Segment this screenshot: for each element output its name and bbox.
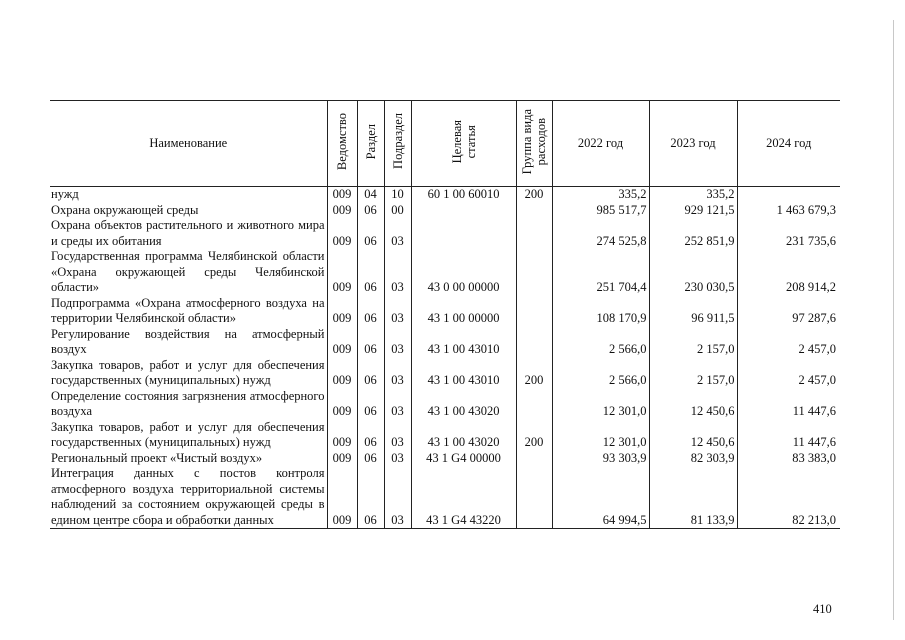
header-target [411,101,516,187]
table-row [50,466,840,529]
row-name-cell: Интеграция данных с постов контроля атмосферного воздуха территориальной системы наблюдений за состоянием окружающей среды в едином центре сбора и обработки данных [50,466,327,529]
row-2022-cell: 12 301,0 [552,420,649,451]
row-vedomstvo-cell: 009 [327,327,357,358]
row-group-cell [516,451,552,467]
row-group-cell [516,466,552,529]
row-vedomstvo-cell: 009 [327,296,357,327]
row-2024-cell: 83 383,0 [737,451,840,467]
row-podrazdel-cell: 00 [384,203,411,219]
row-2023-cell: 82 303,9 [649,451,737,467]
row-podrazdel-cell: 03 [384,296,411,327]
table-row [50,451,840,467]
row-podrazdel-cell: 03 [384,451,411,467]
row-group-cell [516,389,552,420]
row-podrazdel-cell: 03 [384,466,411,529]
row-razdel-cell: 04 [357,187,384,203]
row-2024-cell: 1 463 679,3 [737,203,840,219]
row-2022-cell: 64 994,5 [552,466,649,529]
row-2024-cell: 231 735,6 [737,218,840,249]
row-group-cell: 200 [516,420,552,451]
row-podrazdel-cell: 03 [384,218,411,249]
row-name-cell: Государственная программа Челябинской области «Охрана окружающей среды Челябинской области» [51,249,325,294]
row-razdel-cell: 06 [357,218,384,249]
row-2023-cell: 96 911,5 [649,296,737,327]
row-name-cell: Закупка товаров, работ и услуг для обеспечения государственных (муниципальных) нужд [51,357,325,387]
row-name-cell: Региональный проект «Чистый воздух» [51,450,263,465]
row-name-cell: Регулирование воздействия на атмосферный воздух [51,326,325,356]
header-podrazdel-label: Подраздел [390,113,405,170]
header-podrazdel [384,101,411,187]
header-group [516,101,552,187]
header-razdel-label: Раздел [363,123,378,159]
row-2024-cell [737,187,840,203]
table-row [50,358,840,389]
row-vedomstvo-cell: 009 [327,218,357,249]
row-vedomstvo-cell: 009 [327,451,357,467]
row-razdel-cell: 06 [357,203,384,219]
row-2023-cell: 12 450,6 [649,389,737,420]
row-name-cell: нужд [51,187,79,201]
row-2024-cell: 11 447,6 [737,420,840,451]
row-2022-cell: 12 301,0 [552,389,649,420]
row-razdel-cell: 06 [357,296,384,327]
row-group-cell [516,327,552,358]
row-2023-cell: 81 133,9 [649,466,737,529]
row-2024-cell: 2 457,0 [737,358,840,389]
header-vedomstvo [327,101,357,187]
row-name-cell: Охрана объектов растительного и животного мира и среды их обитания [51,218,325,248]
row-group-cell [516,203,552,219]
row-2022-cell: 274 525,8 [552,218,649,249]
row-razdel-cell: 06 [357,420,384,451]
row-target-cell: 43 0 00 00000 [411,249,516,296]
row-group-cell [516,218,552,249]
row-razdel-cell: 06 [357,466,384,529]
row-2022-cell: 335,2 [552,187,649,203]
row-2024-cell: 82 213,0 [737,466,840,529]
row-target-cell: 43 1 00 00000 [411,296,516,327]
row-name-cell: Подпрограмма «Охрана атмосферного воздуха на территории Челябинской области» [51,295,325,325]
row-target-cell: 43 1 00 43020 [411,420,516,451]
table-row [50,327,840,358]
row-target-cell [411,218,516,249]
row-razdel-cell: 06 [357,451,384,467]
row-razdel-cell: 06 [357,249,384,296]
row-target-cell: 43 1 00 43020 [411,389,516,420]
header-name: Наименование [50,101,327,187]
row-group-cell [516,296,552,327]
row-group-cell: 200 [516,187,552,203]
row-vedomstvo-cell: 009 [327,420,357,451]
row-target-cell: 43 1 00 43010 [411,327,516,358]
row-2024-cell: 97 287,6 [737,296,840,327]
row-2022-cell: 2 566,0 [552,358,649,389]
row-podrazdel-cell: 03 [384,327,411,358]
table-row [50,420,840,451]
row-vedomstvo-cell: 009 [327,249,357,296]
row-razdel-cell: 06 [357,389,384,420]
header-vedomstvo-label: Ведомство [335,112,349,170]
row-vedomstvo-cell: 009 [327,203,357,219]
table-row [50,296,840,327]
row-podrazdel-cell: 03 [384,249,411,296]
budget-table [50,100,840,529]
row-2024-cell: 11 447,6 [737,389,840,420]
header-target-label: Целевая статья [449,119,478,163]
row-target-cell: 60 1 00 60010 [411,187,516,203]
row-vedomstvo-cell: 009 [327,358,357,389]
table-row [50,203,840,219]
table-row [50,389,840,420]
row-2023-cell: 12 450,6 [649,420,737,451]
header-group-label: Группа вида расходов [520,108,548,174]
row-2024-cell: 208 914,2 [737,249,840,296]
header-2024: 2024 год [737,101,840,187]
row-podrazdel-cell: 03 [384,420,411,451]
row-target-cell: 43 1 00 43010 [411,358,516,389]
header-2022: 2022 год [552,101,649,187]
row-2023-cell: 230 030,5 [649,249,737,296]
row-target-cell: 43 1 G4 00000 [411,451,516,467]
row-2023-cell: 335,2 [649,187,737,203]
table-row [50,218,840,249]
scan-edge-line [893,20,894,620]
row-target-cell [411,203,516,219]
row-group-cell: 200 [516,358,552,389]
row-razdel-cell: 06 [357,327,384,358]
table-row [50,187,840,203]
row-2022-cell: 108 170,9 [552,296,649,327]
row-2023-cell: 2 157,0 [649,358,737,389]
header-2023: 2023 год [649,101,737,187]
table-header-row [50,101,840,187]
row-vedomstvo-cell: 009 [327,389,357,420]
row-vedomstvo-cell: 009 [327,187,357,203]
row-2024-cell: 2 457,0 [737,327,840,358]
table-row [50,249,840,296]
page-number: 410 [813,602,832,616]
header-razdel [357,101,384,187]
row-vedomstvo-cell: 009 [327,466,357,529]
row-2023-cell: 929 121,5 [649,203,737,219]
row-group-cell [516,249,552,296]
row-2022-cell: 251 704,4 [552,249,649,296]
row-2023-cell: 252 851,9 [649,218,737,249]
row-2022-cell: 93 303,9 [552,451,649,467]
row-2022-cell: 2 566,0 [552,327,649,358]
row-target-cell: 43 1 G4 43220 [411,466,516,529]
row-2022-cell: 985 517,7 [552,203,649,219]
row-name-cell: Закупка товаров, работ и услуг для обеспечения государственных (муниципальных) нужд [51,419,325,449]
row-razdel-cell: 06 [357,358,384,389]
row-podrazdel-cell: 03 [384,389,411,420]
row-podrazdel-cell: 03 [384,358,411,389]
row-podrazdel-cell: 10 [384,187,411,203]
row-2023-cell: 2 157,0 [649,327,737,358]
row-name-cell: Определение состояния загрязнения атмосферного воздуха [51,388,325,418]
row-name-cell: Охрана окружающей среды [51,202,199,217]
